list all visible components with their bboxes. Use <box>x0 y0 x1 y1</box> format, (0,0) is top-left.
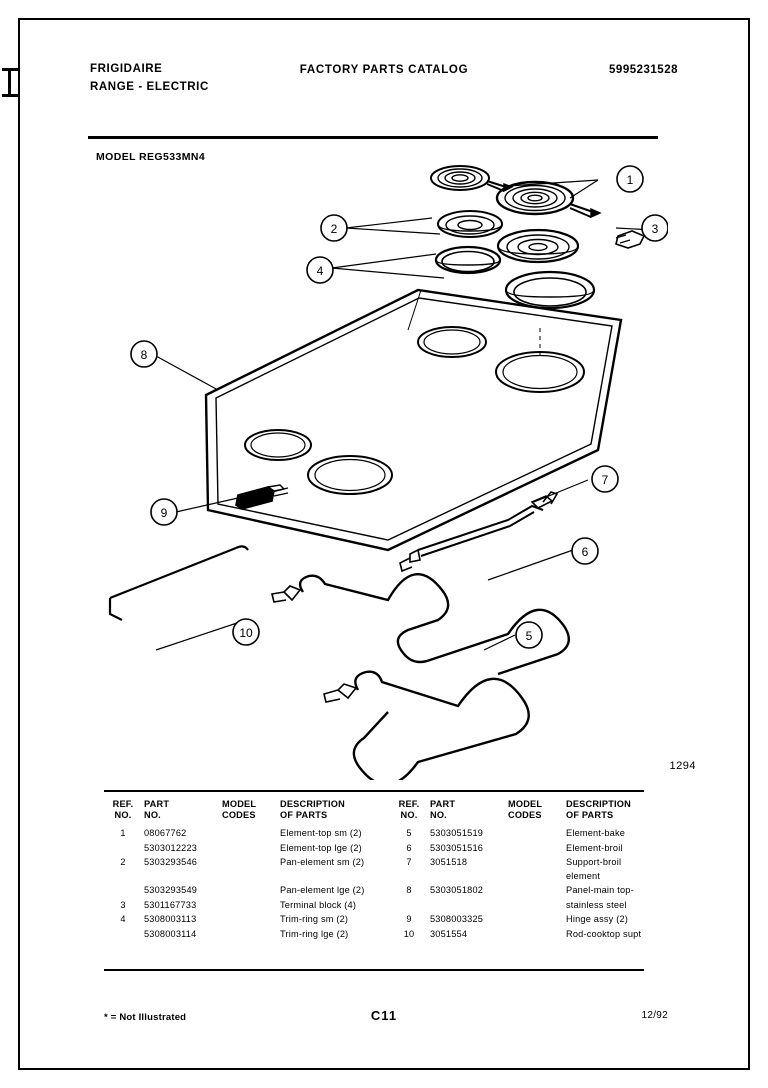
cell-desc: stainless steel <box>566 899 627 910</box>
cell-ref: 10 <box>403 928 415 939</box>
header-ref-right: REF. NO. <box>398 799 420 820</box>
table-row <box>104 842 660 857</box>
cell-desc: Element-bake <box>566 828 626 838</box>
cell-gap <box>374 827 390 842</box>
table-row <box>104 913 660 928</box>
cell-part: 5303051516 <box>430 842 484 853</box>
header-part-right: PART NO. <box>430 799 456 820</box>
product-category: RANGE - ELECTRIC <box>90 81 209 93</box>
header-gap <box>374 792 390 827</box>
trim-ring-small-4 <box>436 247 500 273</box>
header-codes-left: MODEL CODES <box>222 799 257 820</box>
cell-part: 5308003325 <box>430 914 484 924</box>
table-row <box>104 884 660 899</box>
table-row <box>104 856 660 884</box>
brand-name: FRIGIDAIRE <box>90 63 163 75</box>
callout-4: 4 <box>316 264 324 278</box>
cell-codes <box>506 928 564 943</box>
table-row <box>104 899 660 914</box>
header-part-left: PART NO. <box>144 799 170 820</box>
catalog-number: 5995231528 <box>609 64 678 76</box>
table-row-spacer <box>104 942 660 969</box>
cell-codes <box>220 928 278 943</box>
cell-part: 08067762 <box>144 828 187 838</box>
pan-element-large-2 <box>498 230 578 262</box>
cell-desc: Terminal block (4) <box>280 899 357 910</box>
drawing-number: 1294 <box>669 760 696 772</box>
cell-ref: 4 <box>120 914 126 924</box>
cell-codes <box>506 827 564 842</box>
header-desc-right: DESCRIPTION OF PARTS <box>566 799 631 820</box>
cell-part: 5303293546 <box>144 857 198 867</box>
model-label: MODEL REG533MN4 <box>96 151 206 163</box>
table-bottom-rule <box>104 969 644 971</box>
cell-ref <box>104 928 142 943</box>
callout-9: 9 <box>160 506 168 520</box>
panel-main-top-8 <box>206 290 621 550</box>
cell-ref <box>104 884 142 899</box>
header-desc-left: DESCRIPTION OF PARTS <box>280 799 345 820</box>
cell-ref <box>390 899 428 914</box>
callout-bubbles <box>131 166 668 648</box>
cell-codes <box>220 899 278 914</box>
cell-part: 5301167733 <box>144 899 197 910</box>
cell-part: 3051554 <box>430 928 468 939</box>
cell-codes <box>506 913 564 928</box>
cell-part: 5303051519 <box>430 828 484 838</box>
callout-2: 2 <box>330 222 338 236</box>
cell-gap <box>374 899 390 914</box>
header-ref-left: REF. NO. <box>112 799 134 820</box>
cell-gap <box>374 884 390 899</box>
callout-8: 8 <box>140 348 148 362</box>
cell-gap <box>374 856 390 884</box>
cell-desc: Element-broil <box>566 842 623 853</box>
cell-part: 5303051802 <box>430 885 484 895</box>
cell-codes <box>506 842 564 857</box>
cell-gap <box>374 842 390 857</box>
cell-codes <box>506 856 564 884</box>
cell-ref: 9 <box>406 914 412 924</box>
cell-ref: 2 <box>120 857 126 867</box>
cell-part: 3051518 <box>430 857 468 867</box>
callout-7: 7 <box>601 473 609 487</box>
cell-desc: Trim-ring sm (2) <box>280 914 349 924</box>
cell-part: 5308003113 <box>144 914 197 924</box>
callout-3: 3 <box>651 222 659 236</box>
page-title: FACTORY PARTS CATALOG <box>299 64 469 76</box>
callout-10: 10 <box>239 626 253 640</box>
cell-desc: Element-top sm (2) <box>280 828 362 838</box>
cell-codes <box>220 884 278 899</box>
cell-desc: Hinge assy (2) <box>566 914 629 924</box>
table-header-row <box>104 792 660 827</box>
table-row <box>104 827 660 842</box>
cell-ref: 3 <box>120 899 126 910</box>
footnote: * = Not Illustrated <box>104 1012 187 1023</box>
cell-codes <box>220 913 278 928</box>
cell-ref: 7 <box>406 857 412 867</box>
cell-spacer <box>104 942 660 969</box>
cell-ref <box>104 842 142 857</box>
callout-5: 5 <box>525 629 533 643</box>
cell-part: 5308003114 <box>144 928 197 939</box>
cell-desc: Panel-main top- <box>566 885 634 895</box>
cell-desc: Element-top lge (2) <box>280 842 362 853</box>
element-bake-5 <box>324 672 529 780</box>
header-codes-right: MODEL CODES <box>508 799 543 820</box>
rod-cooktop-support-10 <box>110 546 248 620</box>
cell-desc: Support-broil element <box>566 857 622 881</box>
support-broil-element-7 <box>400 492 557 571</box>
table-row <box>104 928 660 943</box>
cell-desc: Trim-ring lge (2) <box>280 928 349 939</box>
trim-ring-large-4 <box>506 272 594 308</box>
pan-element-small-2 <box>438 211 502 237</box>
cell-codes <box>506 899 564 914</box>
cell-gap <box>374 913 390 928</box>
hinge-assembly-9 <box>236 485 288 509</box>
page-date: 12/92 <box>641 1010 668 1021</box>
exploded-parts-diagram <box>88 150 668 780</box>
cell-codes <box>220 856 278 884</box>
cell-codes <box>220 827 278 842</box>
cell-codes <box>220 842 278 857</box>
callout-6: 6 <box>581 545 589 559</box>
cell-part <box>428 899 506 914</box>
cell-ref: 8 <box>406 885 412 895</box>
cell-ref: 6 <box>406 842 412 853</box>
parts-table <box>104 790 644 971</box>
cell-desc: Pan-element sm (2) <box>280 857 365 867</box>
callout-1: 1 <box>626 173 634 187</box>
element-top-small-1 <box>431 166 512 191</box>
cell-part: 5303012223 <box>144 842 198 853</box>
page-number: C11 <box>370 1008 398 1023</box>
cell-codes <box>506 884 564 899</box>
cell-part: 5303293549 <box>144 885 198 895</box>
header-divider <box>88 136 658 139</box>
cell-ref: 1 <box>120 828 126 838</box>
cell-desc: Pan-element lge (2) <box>280 885 365 895</box>
cell-ref: 5 <box>406 828 412 838</box>
cell-gap <box>374 928 390 943</box>
cell-desc: Rod-cooktop supt <box>566 928 642 939</box>
